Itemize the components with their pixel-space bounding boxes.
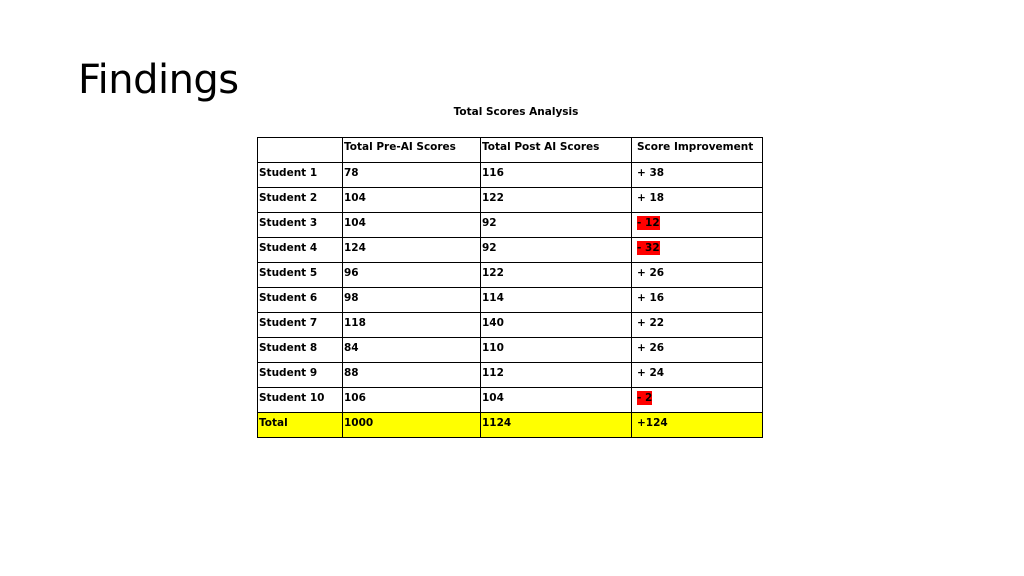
table-row — [258, 388, 763, 413]
post-score-cell: 116 — [481, 163, 632, 188]
table-row — [258, 363, 763, 388]
student-name-cell: Student 5 — [258, 263, 343, 288]
student-name-cell: Student 6 — [258, 288, 343, 313]
negative-improvement-badge: - 2 — [637, 392, 653, 404]
student-name-cell: Student 8 — [258, 338, 343, 363]
student-name-cell: Student 1 — [258, 163, 343, 188]
table-row — [258, 263, 763, 288]
table-row — [258, 213, 763, 238]
total-improvement: +124 — [632, 413, 763, 438]
pre-score-cell: 104 — [343, 188, 481, 213]
header-student — [258, 138, 343, 163]
improvement-cell — [632, 188, 763, 213]
improvement-cell — [632, 263, 763, 288]
student-name-cell: Student 2 — [258, 188, 343, 213]
improvement-cell — [632, 213, 763, 238]
post-score-cell: 92 — [481, 213, 632, 238]
post-score-cell: 92 — [481, 238, 632, 263]
improvement-cell — [632, 363, 763, 388]
improvement-value: + 18 — [637, 192, 665, 204]
header-score-improvement: Score Improvement — [632, 138, 763, 163]
pre-score-cell: 106 — [343, 388, 481, 413]
header-pre-ai-scores: Total Pre-AI Scores — [343, 138, 481, 163]
improvement-cell — [632, 163, 763, 188]
post-score-cell: 140 — [481, 313, 632, 338]
table-header-row — [258, 138, 763, 163]
total-pre: 1000 — [343, 413, 481, 438]
post-score-cell: 110 — [481, 338, 632, 363]
pre-score-cell: 78 — [343, 163, 481, 188]
table-row — [258, 313, 763, 338]
table-row — [258, 338, 763, 363]
pre-score-cell: 84 — [343, 338, 481, 363]
student-name-cell: Student 7 — [258, 313, 343, 338]
post-score-cell: 104 — [481, 388, 632, 413]
header-post-ai-scores: Total Post AI Scores — [481, 138, 632, 163]
pre-score-cell: 118 — [343, 313, 481, 338]
improvement-value: + 26 — [637, 267, 665, 279]
improvement-value: + 22 — [637, 317, 665, 329]
table-row — [258, 238, 763, 263]
improvement-cell — [632, 238, 763, 263]
scores-table — [257, 137, 763, 438]
pre-score-cell: 104 — [343, 213, 481, 238]
student-name-cell: Student 9 — [258, 363, 343, 388]
improvement-cell — [632, 388, 763, 413]
post-score-cell: 112 — [481, 363, 632, 388]
table-row — [258, 163, 763, 188]
table-caption: Total Scores Analysis — [453, 106, 579, 118]
improvement-value: + 38 — [637, 167, 665, 179]
total-label: Total — [258, 413, 343, 438]
improvement-cell — [632, 313, 763, 338]
improvement-value: + 24 — [637, 367, 665, 379]
student-name-cell: Student 4 — [258, 238, 343, 263]
pre-score-cell: 124 — [343, 238, 481, 263]
post-score-cell: 122 — [481, 263, 632, 288]
student-name-cell: Student 3 — [258, 213, 343, 238]
improvement-cell — [632, 338, 763, 363]
pre-score-cell: 88 — [343, 363, 481, 388]
table-row — [258, 188, 763, 213]
total-post: 1124 — [481, 413, 632, 438]
improvement-value: + 16 — [637, 292, 665, 304]
post-score-cell: 122 — [481, 188, 632, 213]
pre-score-cell: 98 — [343, 288, 481, 313]
improvement-value: + 26 — [637, 342, 665, 354]
slide-title: Findings — [78, 57, 239, 103]
table-row — [258, 288, 763, 313]
post-score-cell: 114 — [481, 288, 632, 313]
total-row — [258, 413, 763, 438]
improvement-cell — [632, 288, 763, 313]
negative-improvement-badge: - 12 — [637, 217, 660, 229]
pre-score-cell: 96 — [343, 263, 481, 288]
negative-improvement-badge: - 32 — [637, 242, 660, 254]
student-name-cell: Student 10 — [258, 388, 343, 413]
table-body — [258, 163, 763, 413]
